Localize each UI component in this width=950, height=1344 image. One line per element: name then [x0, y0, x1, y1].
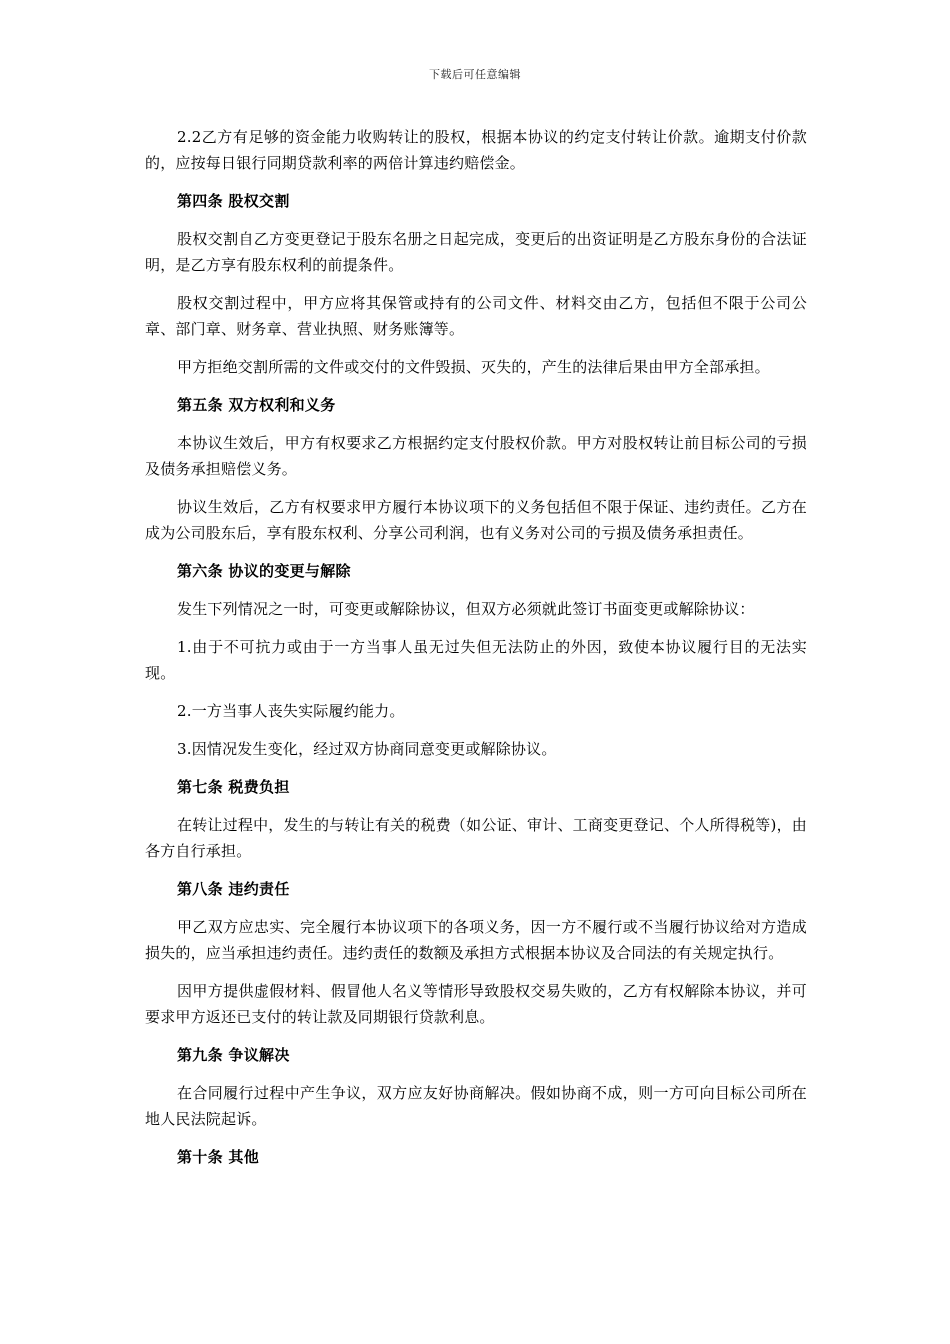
paragraph: 股权交割过程中，甲方应将其保管或持有的公司文件、材料交由乙方，包括但不限于公司公章、部门章、财务章、营业执照、财务账簿等。	[145, 294, 807, 338]
page-header: 下载后可任意编辑	[429, 68, 521, 81]
section-heading: 第十条 其他	[177, 1148, 260, 1166]
section-heading: 第六条 协议的变更与解除	[177, 562, 351, 580]
list-item: 2.一方当事人丧失实际履约能力。	[177, 702, 405, 720]
paragraph: 甲方拒绝交割所需的文件或交付的文件毁损、灭失的，产生的法律后果由甲方全部承担。	[177, 358, 770, 376]
section-heading: 第五条 双方权利和义务	[177, 396, 336, 414]
paragraph: 甲乙双方应忠实、完全履行本协议项下的各项义务，因一方不履行或不当履行协议给对方造成损失的，应当承担违约责任。违约责任的数额及承担方式根据本协议及合同法的有关规定执行。	[145, 918, 807, 962]
paragraph: 因甲方提供虚假材料、假冒他人名义等情形导致股权交易失败的，乙方有权解除本协议，并可要求甲方返还已支付的转让款及同期银行贷款利息。	[145, 982, 807, 1026]
paragraph: 2.2乙方有足够的资金能力收购转让的股权，根据本协议的约定支付转让价款。逾期支付价款的，应按每日银行同期贷款利率的两倍计算违约赔偿金。	[145, 128, 807, 172]
paragraph: 在转让过程中，发生的与转让有关的税费（如公证、审计、工商变更登记、个人所得税等)，由各方自行承担。	[145, 816, 807, 860]
document-body	[145, 124, 807, 1182]
paragraph: 协议生效后，乙方有权要求甲方履行本协议项下的义务包括但不限于保证、违约责任。乙方在成为公司股东后，享有股东权利、分享公司利润，也有义务对公司的亏损及债务承担责任。	[145, 498, 807, 542]
section-heading: 第九条 争议解决	[177, 1046, 290, 1064]
list-item: 3.因情况发生变化，经过双方协商同意变更或解除协议。	[177, 740, 557, 758]
section-heading: 第四条 股权交割	[177, 192, 290, 210]
paragraph: 股权交割自乙方变更登记于股东名册之日起完成，变更后的出资证明是乙方股东身份的合法证明，是乙方享有股东权利的前提条件。	[145, 230, 807, 274]
section-heading: 第八条 违约责任	[177, 880, 290, 898]
list-item: 1.由于不可抗力或由于一方当事人虽无过失但无法防止的外因，致使本协议履行目的无法实现。	[145, 638, 807, 682]
paragraph: 发生下列情况之一时，可变更或解除协议，但双方必须就此签订书面变更或解除协议：	[177, 600, 755, 618]
paragraph: 本协议生效后，甲方有权要求乙方根据约定支付股权价款。甲方对股权转让前目标公司的亏损及债务承担赔偿义务。	[145, 434, 807, 478]
paragraph: 在合同履行过程中产生争议，双方应友好协商解决。假如协商不成，则一方可向目标公司所在地人民法院起诉。	[145, 1084, 807, 1128]
section-heading: 第七条 税费负担	[177, 778, 290, 796]
